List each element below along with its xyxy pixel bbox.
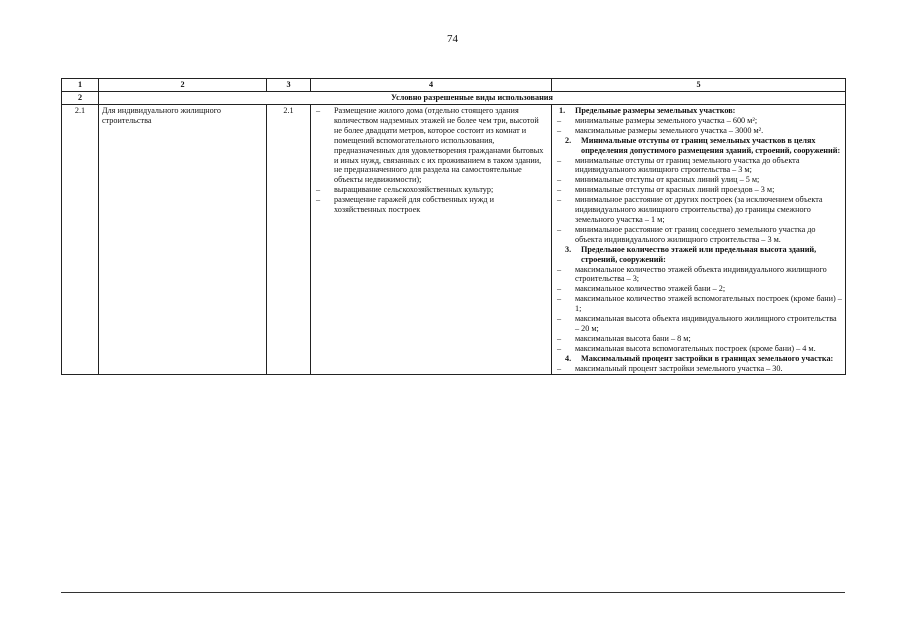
section-title: Условно разрешенные виды использования bbox=[99, 92, 846, 105]
param-item: – минимальное расстояние от границ соседнего земельного участка до объекта индивидуального жилищного строительства – 3 м. bbox=[555, 225, 842, 245]
row-code: 2.1 bbox=[62, 105, 99, 375]
param-heading: 3. Предельное количество этажей или предельная высота зданий, строений, сооружений: bbox=[565, 244, 817, 264]
param-item: – максимальное количество этажей вспомогательных построек (кроме бани) – 1; bbox=[555, 294, 842, 314]
row-code-2: 2.1 bbox=[267, 105, 311, 375]
param-item: – максимальная высота бани – 8 м; bbox=[555, 334, 842, 344]
param-item: – минимальное расстояние от других построек (за исключением объекта индивидуального жилищного строительства) до границы смежного земельного участка – 1 м; bbox=[555, 195, 842, 225]
param-item: – минимальные отступы от красных линий улиц – 5 м; bbox=[555, 175, 842, 185]
description-item: – Размещение жилого дома (отдельно стоящего здания количеством надземных этажей не более чем три, высотой не более двадцати метров, которое состоит из комнат и помещений вспомогательного использования, предназначенных для удовлетворения гражданами бытовых и иных нужд, связанных с их проживанием в таком здании, не предназначенного для раздела на самостоятельные объекты недвижимости); bbox=[314, 106, 548, 185]
section-row bbox=[62, 92, 846, 105]
param-item: – максимальный процент застройки земельного участка – 30. bbox=[555, 364, 842, 374]
column-number: 2 bbox=[99, 79, 267, 92]
param-item: – максимальная высота вспомогательных построек (кроме бани) – 4 м. bbox=[555, 344, 842, 354]
param-item: – минимальные размеры земельного участка – 600 м²; bbox=[555, 116, 842, 126]
column-number: 3 bbox=[267, 79, 311, 92]
row-description bbox=[311, 105, 552, 375]
description-item: – размещение гаражей для собственных нужд и хозяйственных построек bbox=[314, 195, 548, 215]
param-item: – максимальное количество этажей объекта индивидуального жилищного строительства – 3; bbox=[555, 265, 842, 285]
param-heading: 2. Минимальные отступы от границ земельных участков в целях определения допустимого размещения зданий, строений, сооружений: bbox=[565, 135, 841, 155]
column-number: 1 bbox=[62, 79, 99, 92]
description-item: – выращивание сельскохозяйственных культур; bbox=[314, 185, 548, 195]
param-item: – минимальные отступы от границ земельного участка до объекта индивидуального жилищного строительства – 3 м; bbox=[555, 156, 842, 176]
param-item: – максимальное количество этажей бани – 2; bbox=[555, 284, 842, 294]
param-item: – максимальная высота объекта индивидуального жилищного строительства – 20 м; bbox=[555, 314, 842, 334]
param-heading: 4. Максимальный процент застройки в границах земельного участка: bbox=[565, 353, 834, 363]
param-item: – минимальные отступы от красных линий проездов – 3 м; bbox=[555, 185, 842, 195]
row-name: Для индивидуального жилищного строительства bbox=[99, 105, 267, 375]
page-number: 74 bbox=[447, 33, 458, 45]
row-parameters bbox=[552, 105, 846, 375]
footer-rule bbox=[61, 592, 845, 593]
table-row bbox=[62, 105, 846, 375]
column-number: 5 bbox=[552, 79, 846, 92]
column-number-row bbox=[62, 79, 846, 92]
land-use-table bbox=[61, 78, 846, 375]
section-number: 2 bbox=[62, 92, 99, 105]
param-item: – максимальные размеры земельного участка – 3000 м². bbox=[555, 126, 842, 136]
param-heading: 1. Предельные размеры земельных участков: bbox=[559, 106, 736, 115]
column-number: 4 bbox=[311, 79, 552, 92]
